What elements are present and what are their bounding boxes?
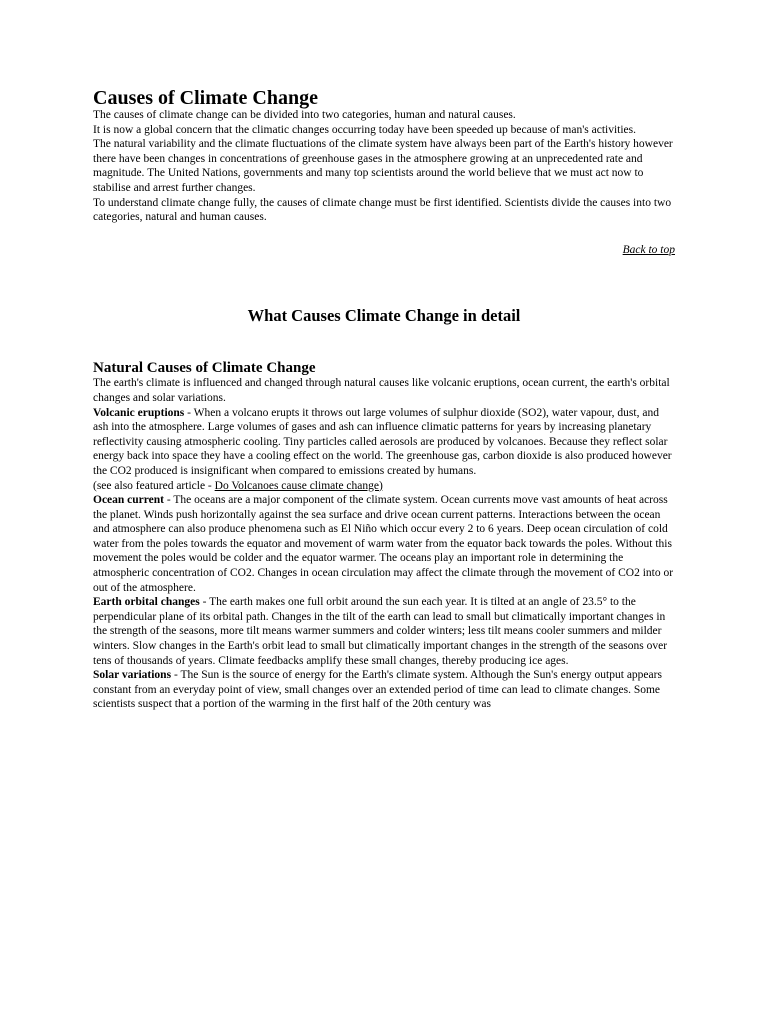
volcanic-note-line <box>93 479 675 494</box>
document-title: Causes of Climate Change <box>93 87 318 109</box>
cause-separator: - <box>171 669 181 682</box>
cause-term-earth-orbital: Earth orbital changes <box>93 596 200 609</box>
intro-paragraph-2: It is now a global concern that the climatic changes occurring today have been speeded up because of man's activities. <box>93 123 637 136</box>
cause-term-ocean: Ocean current <box>93 494 165 507</box>
cause-separator: - <box>184 406 194 419</box>
cause-separator: - <box>164 494 174 507</box>
volcanoes-article-link[interactable]: Do Volcanoes cause climate change) <box>214 479 383 492</box>
detail-section-heading: What Causes Climate Change in detail <box>247 306 521 326</box>
cause-text-ocean: The oceans are a major component of the climate system. Ocean currents move vast amounts of heat across the planet. Winds push horizontally against the sea surface and drive ocean current patterns. Interactions between the ocean and atmosphere can also produce phenomena such as El Niño which occur every 2 to 6 years. Deep ocean circulation of cold water from the poles towards the equator and movement of warm water from the equator back towards the poles. Without this movement the poles would be colder and the equator warmer. The oceans play an important role in determining the atmospheric concentration of CO2. Changes in ocean circulation may affect the climate through the movement of CO2 into or out of the atmosphere. <box>93 494 674 594</box>
natural-causes-heading: Natural Causes of Climate Change <box>93 360 316 377</box>
intro-paragraph-4: To understand climate change fully, the causes of climate change must be first identified. Scientists divide the causes into two categories, natural and human causes. <box>93 196 672 224</box>
cause-text-solar: The Sun is the source of energy for the Earth's climate system. Although the Sun's energy output appears constant from an everyday point of view, small changes over an extended period of time can lead to climate changes. Some scientists suspect that a portion of the warming in the first half of the 20th century was <box>93 669 662 711</box>
intro-paragraph-1: The causes of climate change can be divided into two categories, human and natural causes. <box>93 109 516 121</box>
cause-paragraph-ocean <box>93 493 675 595</box>
document-content <box>0 88 768 712</box>
cause-term-solar: Solar variations <box>93 669 172 682</box>
cause-text-earth-orbital: The earth makes one full orbit around the sun each year. It is tilted at an angle of 23.5° to the perpendicular plane of its orbital path. Changes in the tilt of the earth can lead to small but climatically important changes in the strength of the seasons, more tilt means warmer summers and colder winters; less tilt means cooler summers and milder winters. Slow changes in the Earth's orbit lead to small but climatically important changes in the strength of the seasons over tens of thousands of years. Climate feedbacks amplify these small changes, thereby producing ice ages. <box>93 596 668 667</box>
back-to-top-row <box>93 243 675 258</box>
cause-text-volcanic: When a volcano erupts it throws out large volumes of sulphur dioxide (SO2), water vapour, dust, and ash into the atmosphere. Large volumes of gases and ash can influence climatic patterns for years by increasing planetary reflectivity causing atmospheric cooling. Tiny particles called aerosols are produced by volcanoes. Because they reflect solar energy back into space they have a cooling effect on the world. The greenhouse gas, carbon dioxide is also produced however the CO2 produced is insignificant when compared to emissions created by humans. <box>93 406 672 477</box>
cause-paragraph-volcanic <box>93 406 675 479</box>
note-prefix: (see also featured article - <box>93 479 215 492</box>
cause-paragraph-solar <box>93 668 675 712</box>
cause-separator: - <box>199 596 210 609</box>
cause-paragraph-earth-orbital <box>93 595 675 668</box>
natural-intro-paragraph: The earth's climate is influenced and changed through natural causes like volcanic eruptions, ocean current, the earth's orbital changes and solar variations. <box>93 377 670 404</box>
intro-paragraph-3: The natural variability and the climate fluctuations of the climate system have always been part of the Earth's history however there have been changes in concentrations of greenhouse gases in the atmosphere growing at an unprecedented rate and magnitude. The United Nations, governments and many top scientists around the world believe that we must act now to stabilise and arrest further changes. <box>93 138 673 194</box>
cause-term-volcanic: Volcanic eruptions <box>93 406 185 419</box>
back-to-top-link[interactable]: Back to top <box>622 243 675 256</box>
